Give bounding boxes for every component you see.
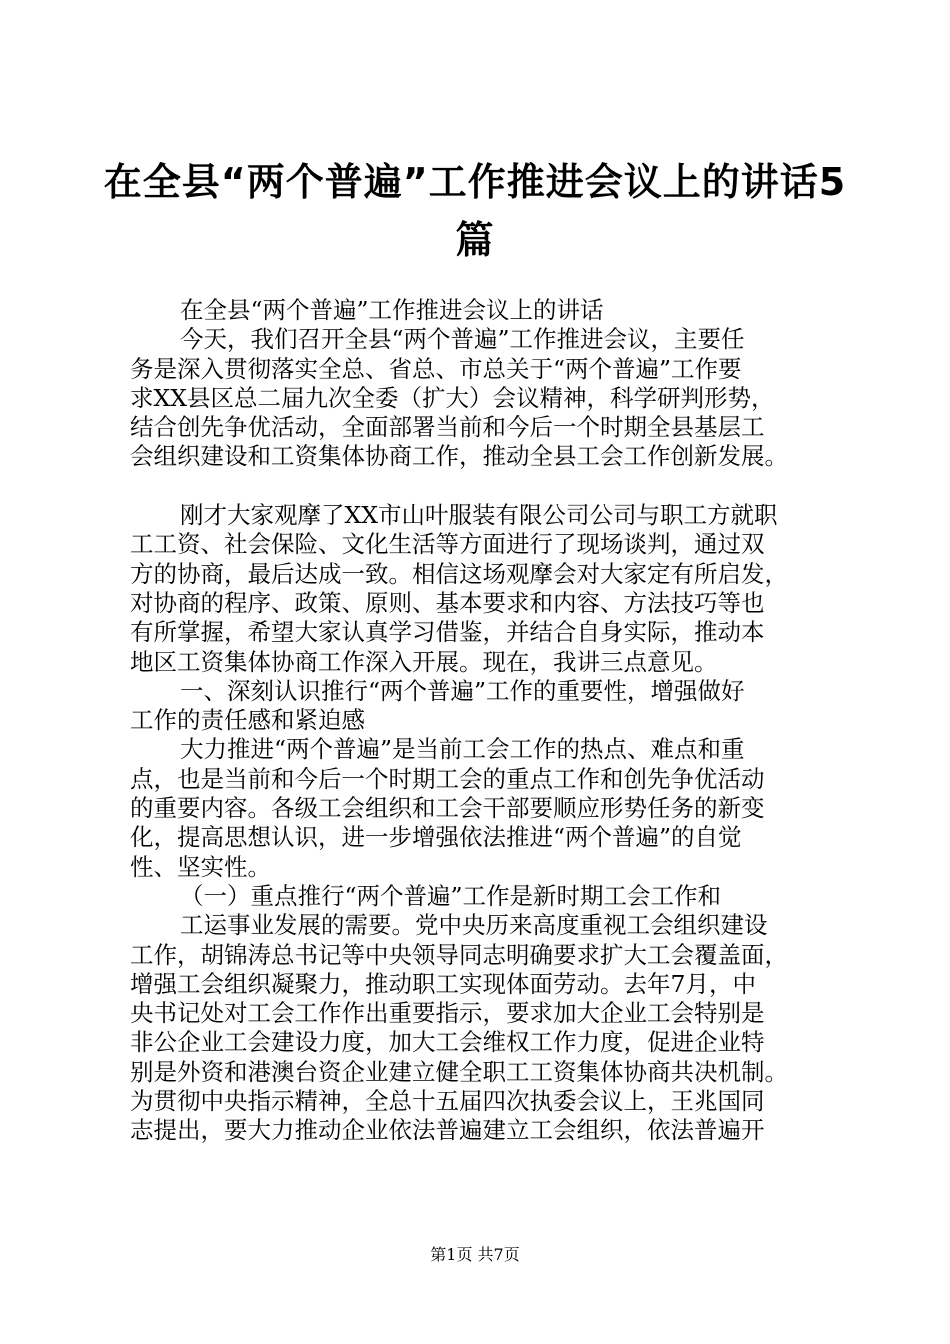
- body-line: 对协商的程序、政策、原则、基本要求和内容、方法技巧等也: [130, 588, 765, 617]
- body-line: 会组织建设和工资集体协商工作，推动全县工会工作创新发展。: [130, 442, 788, 471]
- body-line: 有所掌握，希望大家认真学习借鉴，并结合自身实际，推动本: [130, 618, 765, 647]
- body-blank-line: [130, 472, 830, 501]
- body-line: 刚才大家观摩了XX市山叶服装有限公司公司与职工方就职: [180, 501, 778, 530]
- section-heading-line: 一、深刻认识推行“两个普遍”工作的重要性，增强做好: [180, 676, 745, 705]
- body-line: 为贯彻中央指示精神，全总十五届四次执委会议上，王兆国同: [130, 1087, 765, 1116]
- body-line: 工作，胡锦涛总书记等中央领导同志明确要求扩大工会覆盖面，: [130, 940, 788, 969]
- body-line: 央书记处对工会工作作出重要指示，要求加大企业工会特别是: [130, 999, 765, 1028]
- document-title-line-1: 在全县“两个普遍”工作推进会议上的讲话5: [103, 160, 847, 204]
- body-line: 地区工资集体协商工作深入开展。现在，我讲三点意见。: [130, 647, 718, 676]
- body-line: 的重要内容。各级工会组织和工会干部要顺应形势任务的新变: [130, 794, 765, 823]
- section-heading-line: 工作的责任感和紧迫感: [130, 706, 365, 735]
- body-line: 结合创先争优活动，全面部署当前和今后一个时期全县基层工: [130, 413, 765, 442]
- body-line: 求XX县区总二届九次全委（扩大）会议精神，科学研判形势，: [130, 383, 775, 412]
- body-line: 性、坚实性。: [130, 852, 271, 881]
- body-line: 大力推进“两个普遍”是当前工会工作的热点、难点和重: [180, 735, 745, 764]
- body-line: 非公企业工会建设力度，加大工会维权工作力度，促进企业特: [130, 1028, 765, 1057]
- body-line: 在全县“两个普遍”工作推进会议上的讲话: [180, 296, 604, 324]
- document-body: [130, 296, 830, 1146]
- body-line: 点，也是当前和今后一个时期工会的重点工作和创先争优活动: [130, 764, 765, 793]
- body-line: 工运事业发展的需要。党中央历来高度重视工会组织建设: [180, 911, 768, 940]
- page-number-footer: 第1页 共7页: [430, 1245, 520, 1264]
- document-title-line-2: 篇: [455, 218, 495, 262]
- body-line: 务是深入贯彻落实全总、省总、市总关于“两个普遍”工作要: [130, 354, 742, 383]
- body-line: 别是外资和港澳台资企业建立健全职工工资集体协商共决机制。: [130, 1057, 788, 1086]
- body-line: 工工资、社会保险、文化生活等方面进行了现场谈判，通过双: [130, 530, 765, 559]
- body-line: 增强工会组织凝聚力，推动职工实现体面劳动。去年7月，中: [130, 969, 756, 998]
- body-line: 今天，我们召开全县“两个普遍”工作推进会议，主要任: [180, 325, 745, 354]
- body-line: 志提出，要大力推动企业依法普遍建立工会组织，依法普遍开: [130, 1116, 765, 1145]
- body-line: 方的协商，最后达成一致。相信这场观摩会对大家定有所启发，: [130, 559, 788, 588]
- body-line: 化，提高思想认识，进一步增强依法推进“两个普遍”的自觉: [130, 823, 742, 852]
- subsection-heading-line: （一）重点推行“两个普遍”工作是新时期工会工作和: [180, 881, 722, 910]
